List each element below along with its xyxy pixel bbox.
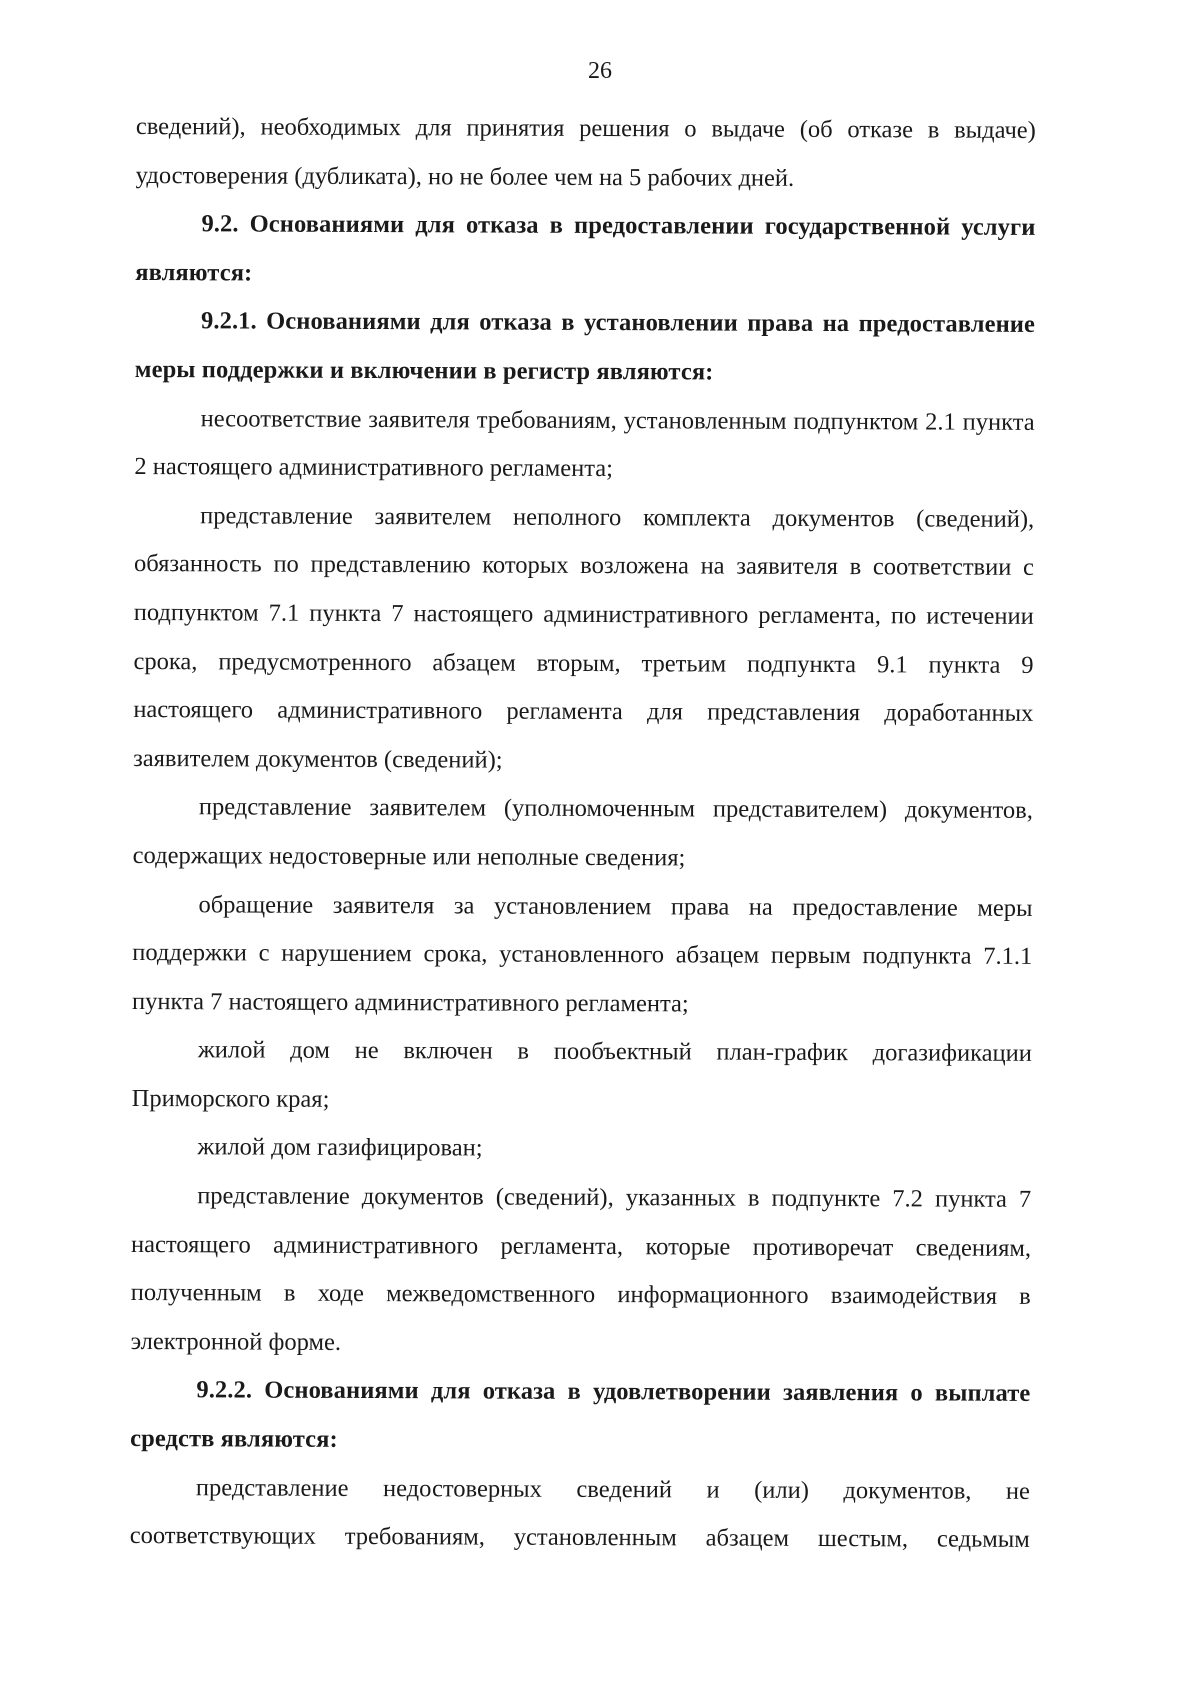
paragraph-continuation: сведений), необходимых для принятия решения о выдаче (об отказе в выдаче) удостоверения (дубликата), но не более чем на 5 рабочих дней.: [135, 112, 1036, 192]
paragraph: обращение заявителя за установлением права на предоставление меры поддержки с нарушением срока, установленного абзацем первым подпункта 7.1.1 пункта 7 настоящего административного регламента;: [132, 890, 1033, 1018]
document-body: [130, 103, 1036, 1565]
section-heading-9-2-1: 9.2.1. Основаниями для отказа в установлении права на предоставление меры поддержки и включении в регистр являются:: [134, 307, 1036, 386]
paragraph: несоответствие заявителя требованиям, установленным подпунктом 2.1 пункта 2 настоящего административного регламента;: [134, 404, 1035, 483]
section-heading-9-2: 9.2. Основаниями для отказа в предоставлении государственной услуги являются:: [135, 210, 1036, 287]
paragraph: представление документов (сведений), указанных в подпункте 7.2 пункта 7 настоящего административного регламента, которые противоречат сведениям, полученным в ходе межведомственного информационного взаимодействия в электронной форме.: [130, 1182, 1032, 1356]
paragraph: жилой дом газифицирован;: [197, 1133, 483, 1162]
section-heading-9-2-2: 9.2.2. Основаниями для отказа в удовлетворении заявления о выплате средств являются:: [130, 1376, 1031, 1453]
page-number: 26: [588, 58, 612, 84]
paragraph: жилой дом не включен в пообъектный план-график догазификации Приморского края;: [131, 1036, 1032, 1113]
paragraph: представление заявителем неполного комплекта документов (сведений), обязанность по представлению которых возложена на заявителя в соответствии с подпунктом 7.1 пункта 7 настоящего административного регламента, по истечении срока, предусмотренного абзацем вторым, третьим подпункта 9.1 пункта 9 настоящего административного регламента для представления доработанных заявителем документов (сведений);: [133, 502, 1035, 774]
paragraph: представление заявителем (уполномоченным представителем) документов, содержащих недостоверные или неполные сведения;: [132, 793, 1033, 872]
paragraph-truncated: представление недостоверных сведений и (или) документов, не соответствующих требованиям, установленным абзацем шестым, седьмым: [129, 1473, 1031, 1554]
